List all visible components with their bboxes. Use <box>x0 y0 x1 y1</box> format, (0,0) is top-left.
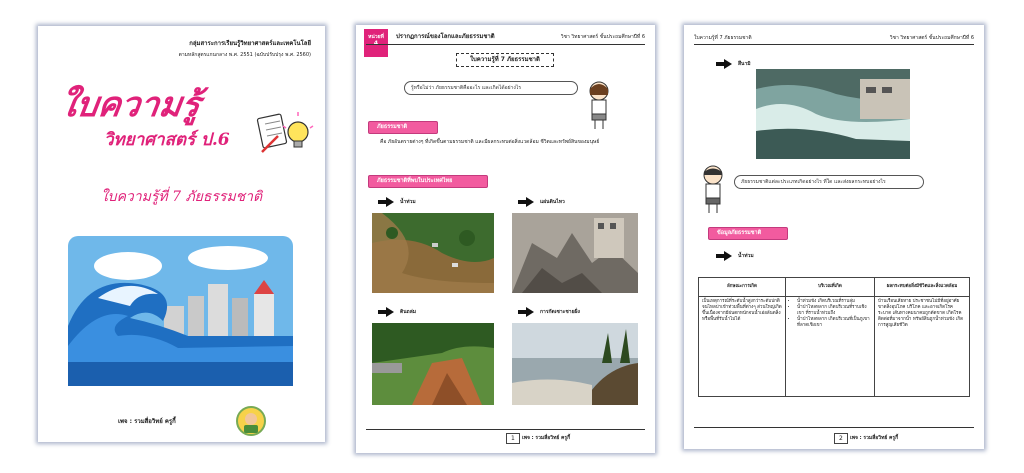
header-topic: ปรากฏการณ์ของโลกและภัยธรรมชาติ <box>396 33 495 40</box>
tsunami-label: สึนามิ <box>738 61 751 67</box>
page3-footer-author: เพจ : รวมสื่อวิทย์ ครูกี้ <box>850 435 899 441</box>
unit-badge <box>364 29 388 57</box>
table-header: ผลกระทบต่อสิ่งมีชีวิตและสิ่งแวดล้อม <box>875 278 970 297</box>
cover-subtitle: วิทยาศาสตร์ ป.6 <box>104 130 230 150</box>
hazard-label-flood: น้ำท่วม <box>400 199 416 205</box>
notebook-bulb-icon <box>256 110 314 160</box>
cover-page <box>38 26 325 442</box>
page-number-box: 1 <box>506 433 520 444</box>
sheet-title: ใบความรู้ที่ 7 ภัยธรรมชาติ <box>100 189 263 205</box>
page-number-box: 2 <box>834 433 848 444</box>
table-cell <box>786 297 875 397</box>
table-header: ลักษณะการเกิด <box>699 278 786 297</box>
tsunami-photo <box>756 69 910 159</box>
header-subject: วิชา วิทยาศาสตร์ ชั้นประถมศึกษาปีที่ 6 <box>889 35 974 41</box>
hazard-label-earthquake: แผ่นดินไหว <box>540 199 565 205</box>
coastal-erosion-photo <box>512 323 638 405</box>
table-cell: บ้านเรือนเสียหาย ประชาชนไม่มีที่อยู่อาศัย ขาดสิ่งอุปโภค บริโภค และอาจเกิดโรคระบาด เส้นทางคมนาคมถูกตัดขาด เกิดโรคติดต่อที่มาจากน้ำ ทรัพย์สินถูกน้ำท่วมขัง เกิดการสูญเสียชีวิต <box>875 297 970 397</box>
question-bubble: ภัยธรรมชาติแต่ละประเภทเกิดอย่างไร ที่ใด และส่งผลกระทบอย่างไร <box>734 175 924 189</box>
list-item: • น้ำป่าไหลหลาก เกิดบริเวณที่ราบเชิงเขา ที่ราบน้ำท่วมถึง <box>797 305 871 317</box>
flood-photo <box>372 213 494 293</box>
unit-label: หน่วยที่ <box>368 34 384 40</box>
data-section-title: ข้อมูลภัยธรรมชาติ <box>708 227 788 240</box>
section-title-thailand: ภัยธรรมชาติที่พบในประเทศไทย <box>368 175 488 188</box>
section-title-disaster: ภัยธรรมชาติ <box>368 121 438 134</box>
arrow-icon <box>526 307 534 317</box>
list-item: • น้ำป่าไหลหลาก เกิดบริเวณที่เป็นภูเขา ที่ลาดเชิงเขา <box>797 317 871 329</box>
knowledge-page-1 <box>356 25 655 453</box>
arrow-icon <box>724 59 732 69</box>
arrow-icon <box>386 197 394 207</box>
arrow-icon <box>526 197 534 207</box>
table-header-row <box>699 278 970 297</box>
table-cell: เป็นเหตุการณ์ที่ระดับน้ำสูงกว่าระดับปกติจนไหลบ่าเข้าท่วมพื้นที่ต่างๆ ส่วนใหญ่เกิดขึ้นเนื่องจากมีฝนตกหนักจนน้ำเอ่อล้นตลิ่ง หรือพื้นที่รับน้ำไม่ได้ <box>699 297 786 397</box>
landslide-photo <box>372 323 494 405</box>
table-row <box>699 297 970 397</box>
arrow-icon <box>386 307 394 317</box>
hazard-label-landslide: ดินถล่ม <box>400 309 417 315</box>
header-subject: วิชา วิทยาศาสตร์ ชั้นประถมศึกษาปีที่ 6 <box>560 34 645 40</box>
flood-label: น้ำท่วม <box>738 253 754 259</box>
arrow-icon <box>724 251 732 261</box>
curriculum-line: ตามหลักสูตรแกนกลาง พ.ศ. 2551 (ฉบับปรับปรุง พ.ศ. 2560) <box>178 52 311 58</box>
question-bubble: รู้หรือไม่ว่า ภัยธรรมชาติคืออะไร และเกิดได้อย่างไร <box>404 81 578 95</box>
list-item: • น้ำท่วมขัง เกิดบริเวณที่ราบลุ่ม <box>797 299 871 305</box>
girl-character-icon <box>584 79 614 131</box>
header-title: ใบความรู้ที่ 7 ภัยธรรมชาติ <box>694 35 752 41</box>
page2-footer-author: เพจ : รวมสื่อวิทย์ ครูกี้ <box>522 435 571 441</box>
earthquake-photo <box>512 213 638 293</box>
disaster-definition: คือ ภัยอันตรายต่างๆ ที่เกิดขึ้นตามธรรมชาติ และมีผลกระทบต่อสิ่งแวดล้อม ชีวิตและทรัพย์สินของมนุษย์ <box>380 139 600 145</box>
disaster-table <box>698 277 970 397</box>
author-logo-icon <box>236 406 266 436</box>
hazard-label-erosion: การกัดเซาะชายฝั่ง <box>540 309 580 315</box>
knowledge-page-2 <box>684 25 984 449</box>
unit-number: 4 <box>373 40 379 47</box>
table-header: บริเวณที่เกิด <box>786 278 875 297</box>
sheet-title-box: ใบความรู้ที่ 7 ภัยธรรมชาติ <box>456 53 554 67</box>
boy-character-icon <box>698 163 728 215</box>
school-name: กลุ่มสาระการเรียนรู้วิทยาศาสตร์และเทคโนโลยี <box>189 40 311 47</box>
tsunami-illustration <box>68 236 293 386</box>
cover-title: ใบความรู้ <box>57 85 203 125</box>
cover-footer-author: เพจ : รวมสื่อวิทย์ ครูกี้ <box>118 418 176 425</box>
